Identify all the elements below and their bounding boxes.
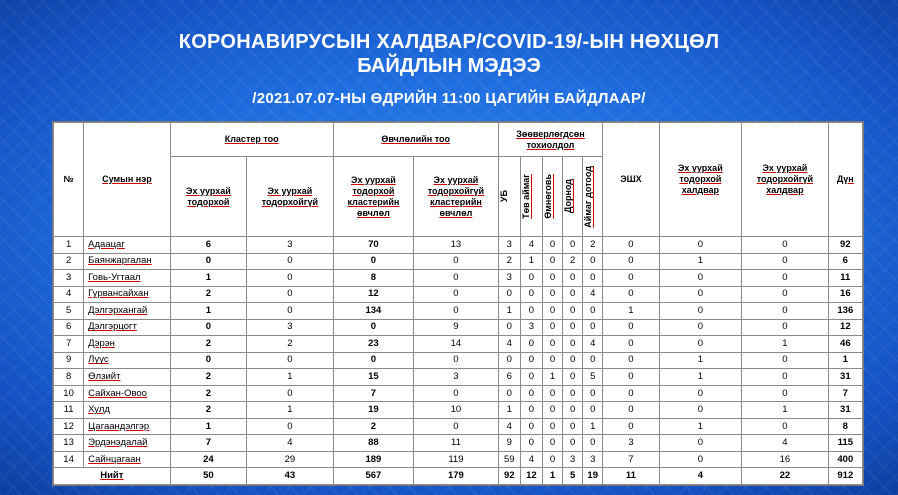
cell-ik: 0 bbox=[659, 237, 742, 254]
header-sampled: Зөөверлөгдсөн тохиолдол bbox=[498, 123, 603, 157]
cell-ik: 0 bbox=[659, 303, 742, 320]
cell-ik: 0 bbox=[659, 319, 742, 336]
cell-tot: 92 bbox=[828, 237, 862, 254]
cell-s2: 0 bbox=[414, 270, 499, 287]
cell-total-ik: 4 bbox=[659, 468, 742, 485]
cell-um: 0 bbox=[542, 402, 562, 419]
cell-tov: 0 bbox=[520, 336, 542, 353]
cell-ik: 1 bbox=[659, 253, 742, 270]
cell-um: 0 bbox=[542, 253, 562, 270]
cell-iu: 0 bbox=[742, 286, 829, 303]
cell-n: 1 bbox=[54, 237, 84, 254]
cell-n: 4 bbox=[54, 286, 84, 303]
cell-name: Сайхан-Овоо bbox=[84, 385, 171, 402]
cell-name: Адаацаг bbox=[84, 237, 171, 254]
table-row bbox=[54, 336, 863, 353]
cell-name: Дэлгэрхангай bbox=[84, 303, 171, 320]
cell-c2: 29 bbox=[247, 451, 334, 468]
cell-dor: 0 bbox=[563, 402, 583, 419]
cell-s1: 23 bbox=[333, 336, 413, 353]
cell-ik: 0 bbox=[659, 286, 742, 303]
cell-s1: 0 bbox=[333, 319, 413, 336]
cell-s2: 0 bbox=[414, 286, 499, 303]
cell-name: Цагаандэлгэр bbox=[84, 418, 171, 435]
table-row bbox=[54, 253, 863, 270]
cell-ub: 0 bbox=[498, 352, 520, 369]
cell-n: 2 bbox=[54, 253, 84, 270]
table-row bbox=[54, 451, 863, 468]
cell-c2: 0 bbox=[247, 286, 334, 303]
cell-tot: 16 bbox=[828, 286, 862, 303]
cell-aim: 0 bbox=[583, 253, 603, 270]
cell-n: 12 bbox=[54, 418, 84, 435]
cell-um: 0 bbox=[542, 451, 562, 468]
cell-dor: 0 bbox=[563, 319, 583, 336]
cell-c1: 2 bbox=[170, 336, 246, 353]
cell-n: 6 bbox=[54, 319, 84, 336]
cell-name: Дэлгэрцогт bbox=[84, 319, 171, 336]
cell-n: 9 bbox=[54, 352, 84, 369]
cell-tot: 8 bbox=[828, 418, 862, 435]
cell-total-esh: 11 bbox=[603, 468, 659, 485]
cell-name: Говь-Угтаал bbox=[84, 270, 171, 287]
cell-s2: 3 bbox=[414, 369, 499, 386]
cell-total-label: Нийт bbox=[54, 468, 171, 485]
cell-dor: 0 bbox=[563, 369, 583, 386]
cell-s2: 0 bbox=[414, 352, 499, 369]
header-tov: Төв аймаг bbox=[520, 157, 542, 237]
cell-ik: 0 bbox=[659, 402, 742, 419]
cell-tov: 0 bbox=[520, 369, 542, 386]
cell-tot: 46 bbox=[828, 336, 862, 353]
cell-iu: 0 bbox=[742, 369, 829, 386]
cell-s1: 134 bbox=[333, 303, 413, 320]
cell-ub: 6 bbox=[498, 369, 520, 386]
cell-um: 0 bbox=[542, 237, 562, 254]
cell-ik: 0 bbox=[659, 435, 742, 452]
cell-tov: 0 bbox=[520, 418, 542, 435]
header-dornod: Дорнод bbox=[563, 157, 583, 237]
cell-aim: 0 bbox=[583, 385, 603, 402]
table-total-row bbox=[54, 468, 863, 485]
cell-s1: 8 bbox=[333, 270, 413, 287]
cell-total-iu: 22 bbox=[742, 468, 829, 485]
cell-um: 0 bbox=[542, 418, 562, 435]
cell-tov: 3 bbox=[520, 319, 542, 336]
cell-s1: 12 bbox=[333, 286, 413, 303]
cell-dor: 0 bbox=[563, 336, 583, 353]
cell-ub: 4 bbox=[498, 418, 520, 435]
cell-tot: 136 bbox=[828, 303, 862, 320]
cell-dor: 0 bbox=[563, 385, 583, 402]
cell-iu: 0 bbox=[742, 303, 829, 320]
cell-n: 11 bbox=[54, 402, 84, 419]
header-cluster: Кластер тоо bbox=[170, 123, 333, 157]
cell-tot: 1 bbox=[828, 352, 862, 369]
cell-aim: 3 bbox=[583, 451, 603, 468]
header-inf-known: Эх уурхай тодорхой халдвар bbox=[659, 123, 742, 237]
cell-total-tov: 12 bbox=[520, 468, 542, 485]
cell-tot: 6 bbox=[828, 253, 862, 270]
cell-aim: 2 bbox=[583, 237, 603, 254]
cell-tov: 0 bbox=[520, 286, 542, 303]
cell-tov: 0 bbox=[520, 385, 542, 402]
cell-s2: 119 bbox=[414, 451, 499, 468]
table-body bbox=[54, 237, 863, 485]
table-row bbox=[54, 286, 863, 303]
header-spread: Өвчлөлийн тоо bbox=[333, 123, 498, 157]
cell-s1: 19 bbox=[333, 402, 413, 419]
cell-name: Эрдэнэдалай bbox=[84, 435, 171, 452]
cell-c1: 1 bbox=[170, 270, 246, 287]
cell-c1: 0 bbox=[170, 352, 246, 369]
cell-c2: 0 bbox=[247, 253, 334, 270]
cell-tov: 0 bbox=[520, 303, 542, 320]
cell-total-tot: 912 bbox=[828, 468, 862, 485]
cell-um: 1 bbox=[542, 369, 562, 386]
cell-ik: 0 bbox=[659, 385, 742, 402]
cell-total-c1: 50 bbox=[170, 468, 246, 485]
cell-s1: 7 bbox=[333, 385, 413, 402]
cell-s1: 88 bbox=[333, 435, 413, 452]
cell-dor: 3 bbox=[563, 451, 583, 468]
cell-c2: 0 bbox=[247, 352, 334, 369]
cell-total-ub: 92 bbox=[498, 468, 520, 485]
cell-s2: 13 bbox=[414, 237, 499, 254]
cell-ub: 4 bbox=[498, 336, 520, 353]
cell-s2: 11 bbox=[414, 435, 499, 452]
cell-s1: 2 bbox=[333, 418, 413, 435]
cell-total-dor: 5 bbox=[563, 468, 583, 485]
cell-iu: 1 bbox=[742, 336, 829, 353]
cell-ik: 0 bbox=[659, 270, 742, 287]
table-row bbox=[54, 352, 863, 369]
cell-s2: 0 bbox=[414, 385, 499, 402]
header-aimag: Аймаг дотоод bbox=[583, 157, 603, 237]
cell-name: Луус bbox=[84, 352, 171, 369]
cell-dor: 0 bbox=[563, 352, 583, 369]
header-esh: ЭШХ bbox=[603, 123, 659, 237]
cell-esh: 0 bbox=[603, 352, 659, 369]
cell-ub: 59 bbox=[498, 451, 520, 468]
cell-aim: 0 bbox=[583, 319, 603, 336]
cell-iu: 16 bbox=[742, 451, 829, 468]
cell-um: 0 bbox=[542, 286, 562, 303]
cell-tov: 0 bbox=[520, 352, 542, 369]
table-row bbox=[54, 385, 863, 402]
cell-n: 8 bbox=[54, 369, 84, 386]
cell-tot: 115 bbox=[828, 435, 862, 452]
cell-dor: 0 bbox=[563, 435, 583, 452]
cell-ub: 0 bbox=[498, 286, 520, 303]
cell-esh: 7 bbox=[603, 451, 659, 468]
page-subtitle: /2021.07.07-НЫ ӨДРИЙН 11:00 ЦАГИЙН БАЙДЛААР/ bbox=[252, 90, 646, 107]
cell-c1: 2 bbox=[170, 286, 246, 303]
cell-c1: 2 bbox=[170, 385, 246, 402]
cell-s1: 15 bbox=[333, 369, 413, 386]
cell-total-s1: 567 bbox=[333, 468, 413, 485]
data-table-container bbox=[52, 121, 864, 486]
cell-c1: 24 bbox=[170, 451, 246, 468]
cell-ik: 1 bbox=[659, 352, 742, 369]
cell-aim: 4 bbox=[583, 286, 603, 303]
cell-name: Хулд bbox=[84, 402, 171, 419]
cell-um: 0 bbox=[542, 385, 562, 402]
cell-ub: 0 bbox=[498, 385, 520, 402]
cell-ik: 0 bbox=[659, 336, 742, 353]
cell-um: 0 bbox=[542, 270, 562, 287]
cell-tot: 31 bbox=[828, 369, 862, 386]
cell-tov: 1 bbox=[520, 253, 542, 270]
cell-tot: 400 bbox=[828, 451, 862, 468]
cell-iu: 0 bbox=[742, 237, 829, 254]
cell-c1: 7 bbox=[170, 435, 246, 452]
cell-esh: 0 bbox=[603, 402, 659, 419]
cell-name: Өлзийт bbox=[84, 369, 171, 386]
table-row bbox=[54, 369, 863, 386]
cell-dor: 0 bbox=[563, 286, 583, 303]
cell-um: 0 bbox=[542, 319, 562, 336]
header-ub: УБ bbox=[498, 157, 520, 237]
cell-ik: 1 bbox=[659, 369, 742, 386]
cell-iu: 0 bbox=[742, 319, 829, 336]
cell-n: 14 bbox=[54, 451, 84, 468]
cell-esh: 0 bbox=[603, 319, 659, 336]
cell-esh: 0 bbox=[603, 336, 659, 353]
table-row bbox=[54, 237, 863, 254]
cell-aim: 0 bbox=[583, 435, 603, 452]
cell-ub: 3 bbox=[498, 270, 520, 287]
cell-um: 0 bbox=[542, 435, 562, 452]
header-total: Дүн bbox=[828, 123, 862, 237]
cell-c1: 1 bbox=[170, 303, 246, 320]
cell-name: Баянжаргалан bbox=[84, 253, 171, 270]
cell-c1: 2 bbox=[170, 402, 246, 419]
cell-iu: 0 bbox=[742, 352, 829, 369]
cell-esh: 1 bbox=[603, 303, 659, 320]
cell-c2: 0 bbox=[247, 385, 334, 402]
cell-um: 0 bbox=[542, 336, 562, 353]
cell-ik: 0 bbox=[659, 451, 742, 468]
cell-tot: 11 bbox=[828, 270, 862, 287]
cell-s1: 0 bbox=[333, 352, 413, 369]
cell-ub: 1 bbox=[498, 402, 520, 419]
cell-c1: 1 bbox=[170, 418, 246, 435]
cell-n: 10 bbox=[54, 385, 84, 402]
cell-s2: 10 bbox=[414, 402, 499, 419]
page-title-line2: БАЙДЛЫН МЭДЭЭ bbox=[357, 55, 541, 77]
cell-c1: 0 bbox=[170, 253, 246, 270]
cell-ub: 1 bbox=[498, 303, 520, 320]
header-cluster-known: Эх уурхай тодорхой bbox=[170, 157, 246, 237]
cell-aim: 4 bbox=[583, 336, 603, 353]
header-num: № bbox=[54, 123, 84, 237]
header-inf-unknown: Эх уурхай тодорхойгүй халдвар bbox=[742, 123, 829, 237]
cell-ub: 0 bbox=[498, 319, 520, 336]
page-title: КОРОНАВИРУСЫН ХАЛДВАР/COVID-19/-ЫН НӨХЦӨЛ bbox=[178, 31, 720, 53]
cell-s2: 14 bbox=[414, 336, 499, 353]
cell-c2: 4 bbox=[247, 435, 334, 452]
cell-dor: 0 bbox=[563, 237, 583, 254]
table-row bbox=[54, 303, 863, 320]
cell-tot: 31 bbox=[828, 402, 862, 419]
cell-ub: 3 bbox=[498, 237, 520, 254]
cell-name: Гурвансайхан bbox=[84, 286, 171, 303]
cell-esh: 0 bbox=[603, 369, 659, 386]
cell-iu: 0 bbox=[742, 385, 829, 402]
cell-s2: 0 bbox=[414, 253, 499, 270]
cell-aim: 0 bbox=[583, 352, 603, 369]
cell-tov: 0 bbox=[520, 270, 542, 287]
cell-aim: 1 bbox=[583, 418, 603, 435]
cell-dor: 2 bbox=[563, 253, 583, 270]
cell-c2: 2 bbox=[247, 336, 334, 353]
cell-dor: 0 bbox=[563, 418, 583, 435]
header-spread-unknown: Эх уурхай тодорхойгүй кластерийн өвчлөл bbox=[414, 157, 499, 237]
cell-c1: 0 bbox=[170, 319, 246, 336]
table-row bbox=[54, 435, 863, 452]
cell-c2: 0 bbox=[247, 303, 334, 320]
cell-esh: 0 bbox=[603, 418, 659, 435]
cell-c2: 3 bbox=[247, 319, 334, 336]
cell-esh: 0 bbox=[603, 286, 659, 303]
cell-esh: 0 bbox=[603, 270, 659, 287]
table-row bbox=[54, 418, 863, 435]
header-umnugovi: Өмнөговь bbox=[542, 157, 562, 237]
cell-esh: 0 bbox=[603, 385, 659, 402]
cell-c1: 6 bbox=[170, 237, 246, 254]
cell-um: 0 bbox=[542, 303, 562, 320]
cell-aim: 5 bbox=[583, 369, 603, 386]
title-block bbox=[0, 30, 898, 107]
cell-tov: 0 bbox=[520, 402, 542, 419]
cell-tov: 4 bbox=[520, 237, 542, 254]
cell-s2: 9 bbox=[414, 319, 499, 336]
cell-ub: 9 bbox=[498, 435, 520, 452]
cell-name: Дэрэн bbox=[84, 336, 171, 353]
data-table bbox=[53, 122, 863, 485]
cell-total-aim: 19 bbox=[583, 468, 603, 485]
cell-c2: 1 bbox=[247, 369, 334, 386]
cell-total-um: 1 bbox=[542, 468, 562, 485]
cell-c2: 0 bbox=[247, 270, 334, 287]
cell-n: 13 bbox=[54, 435, 84, 452]
header-spread-known: Эх уурхай тодорхой кластерийн өвчлөл bbox=[333, 157, 413, 237]
cell-c1: 2 bbox=[170, 369, 246, 386]
cell-total-s2: 179 bbox=[414, 468, 499, 485]
cell-name: Сайнцагаан bbox=[84, 451, 171, 468]
header-cluster-unknown: Эх уурхай тодорхойгүй bbox=[247, 157, 334, 237]
cell-c2: 1 bbox=[247, 402, 334, 419]
cell-dor: 0 bbox=[563, 303, 583, 320]
cell-esh: 0 bbox=[603, 237, 659, 254]
cell-s1: 189 bbox=[333, 451, 413, 468]
cell-n: 3 bbox=[54, 270, 84, 287]
cell-n: 5 bbox=[54, 303, 84, 320]
cell-iu: 4 bbox=[742, 435, 829, 452]
cell-iu: 0 bbox=[742, 270, 829, 287]
table-row bbox=[54, 270, 863, 287]
cell-um: 0 bbox=[542, 352, 562, 369]
cell-iu: 0 bbox=[742, 253, 829, 270]
cell-tov: 4 bbox=[520, 451, 542, 468]
cell-s2: 0 bbox=[414, 418, 499, 435]
table-row bbox=[54, 319, 863, 336]
cell-esh: 0 bbox=[603, 253, 659, 270]
cell-tot: 7 bbox=[828, 385, 862, 402]
cell-s1: 70 bbox=[333, 237, 413, 254]
cell-tot: 12 bbox=[828, 319, 862, 336]
cell-aim: 0 bbox=[583, 402, 603, 419]
cell-iu: 0 bbox=[742, 418, 829, 435]
cell-s2: 0 bbox=[414, 303, 499, 320]
header-name: Сумын нэр bbox=[84, 123, 171, 237]
cell-dor: 0 bbox=[563, 270, 583, 287]
cell-aim: 0 bbox=[583, 270, 603, 287]
cell-ub: 2 bbox=[498, 253, 520, 270]
cell-ik: 1 bbox=[659, 418, 742, 435]
cell-iu: 1 bbox=[742, 402, 829, 419]
cell-total-c2: 43 bbox=[247, 468, 334, 485]
cell-c2: 0 bbox=[247, 418, 334, 435]
cell-c2: 3 bbox=[247, 237, 334, 254]
cell-aim: 0 bbox=[583, 303, 603, 320]
cell-n: 7 bbox=[54, 336, 84, 353]
cell-s1: 0 bbox=[333, 253, 413, 270]
table-row bbox=[54, 402, 863, 419]
cell-esh: 3 bbox=[603, 435, 659, 452]
cell-tov: 0 bbox=[520, 435, 542, 452]
